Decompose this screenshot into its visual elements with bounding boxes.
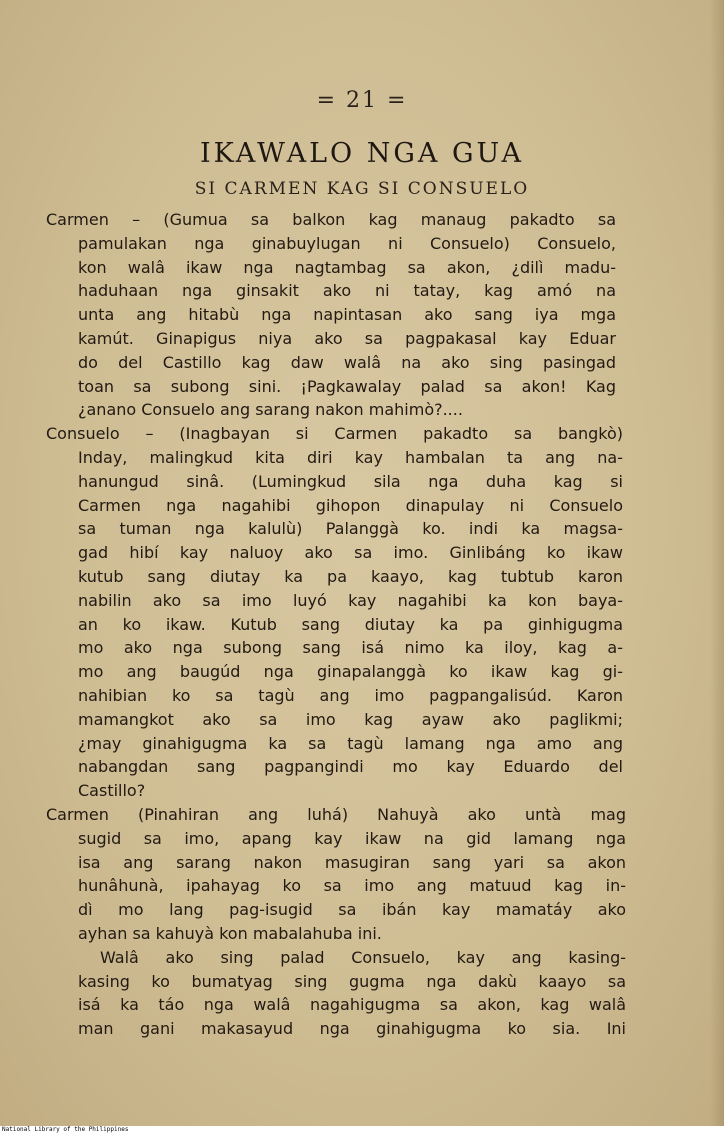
text-line: Castillo? [78, 781, 146, 801]
text-line: ¿may ginahigugma ka sa tagù lamang nga amo ang [78, 733, 623, 753]
text-line: nahibian ko sa tagù ang imo pagpangalisúd. Karon [78, 685, 623, 705]
text-line: kutub sang diutay ka pa kaayo, kag tubtub karon [78, 566, 623, 586]
text-line: mo ako nga subong sang isá nimo ka iloy, kag a- [78, 638, 623, 658]
text-line: sa tuman nga kalulù) Palanggà ko. indi ka magsa- [78, 519, 623, 539]
text-line: kamút. Ginapigus niya ako sa pagpakasal kay Eduar [78, 328, 616, 348]
text-line: gad hibí kay naluoy ako sa imo. Ginlibáng ko ikaw [78, 543, 623, 563]
text-line: do del Castillo kag daw walâ na ako sing pasingad [78, 352, 616, 372]
text-line: an ko ikaw. Kutub sang diutay ka pa ginhigugma [78, 614, 623, 634]
text-line: kasing ko bumatyag sing gugma nga dakù kaayo sa [78, 971, 626, 991]
text-line: Walâ ako sing palad Consuelo, kay ang kasing- [100, 947, 626, 967]
page-number: = 21 = [316, 88, 408, 113]
text-line: man gani makasayud nga ginahigugma ko sia. Ini [78, 1019, 626, 1039]
text-line: mo ang baugúd nga ginapalanggà ko ikaw kag gi- [78, 662, 623, 682]
text-line: nabilin ako sa imo luyó kay nagahibi ka kon baya- [78, 590, 623, 610]
text-line: sugid sa imo, apang kay ikaw na gid lamang nga [78, 828, 626, 848]
text-line: mamangkot ako sa imo kag ayaw ako paglikmi; [78, 709, 623, 729]
text-line: nabangdan sang pagpangindi mo kay Eduardo del [78, 757, 623, 777]
text-line: Consuelo – (Inagbayan si Carmen pakadto sa bangkò) [46, 424, 623, 444]
text-line: Inday, malingkud kita diri kay hambalan ta ang na- [78, 447, 623, 467]
text-line: hanungud sinâ. (Lumingkud sila nga duha kag si [78, 471, 623, 491]
text-line: pamulakan nga ginabuylugan ni Consuelo) Consuelo, [78, 233, 616, 253]
text-line: hunâhunà, ipahayag ko sa imo ang matuud kag in- [78, 876, 626, 896]
chapter-subtitle: SI CARMEN KAG SI CONSUELO [194, 179, 530, 199]
text-line: unta ang hitabù nga napintasan ako sang iya mga [78, 305, 616, 325]
text-line: Carmen – (Gumua sa balkon kag manaug pakadto sa [46, 210, 616, 229]
library-credit: National Library of the Philippines [0, 1126, 724, 1133]
text-line: toan sa subong sini. ¡Pagkawalay palad sa akon! Kag [78, 376, 616, 396]
text-line: ¿anano Consuelo ang sarang nakon mahimò?.... [78, 400, 463, 420]
text-line: ayhan sa kahuyà kon mabalahuba ini. [78, 923, 382, 943]
body-text [0, 208, 724, 1041]
chapter-title: IKAWALO NGA GUA [200, 138, 524, 169]
text-line: Carmen (Pinahiran ang luhá) Nahuyà ako untà mag [46, 804, 626, 824]
text-line: kon walâ ikaw nga nagtambag sa akon, ¿dilì madu- [78, 257, 616, 277]
text-line: isa ang sarang nakon masugiran sang yari sa akon [78, 852, 626, 872]
text-line: isá ka táo nga walâ nagahigugma sa akon, kag walâ [78, 995, 626, 1015]
text-line: dì mo lang pag-isugid sa ibán kay mamatáy ako [78, 900, 626, 920]
text-line: haduhaan nga ginsakit ako ni tatay, kag amó na [78, 281, 616, 301]
text-line: Carmen nga nagahibi gihopon dinapulay ni Consuelo [78, 495, 623, 515]
